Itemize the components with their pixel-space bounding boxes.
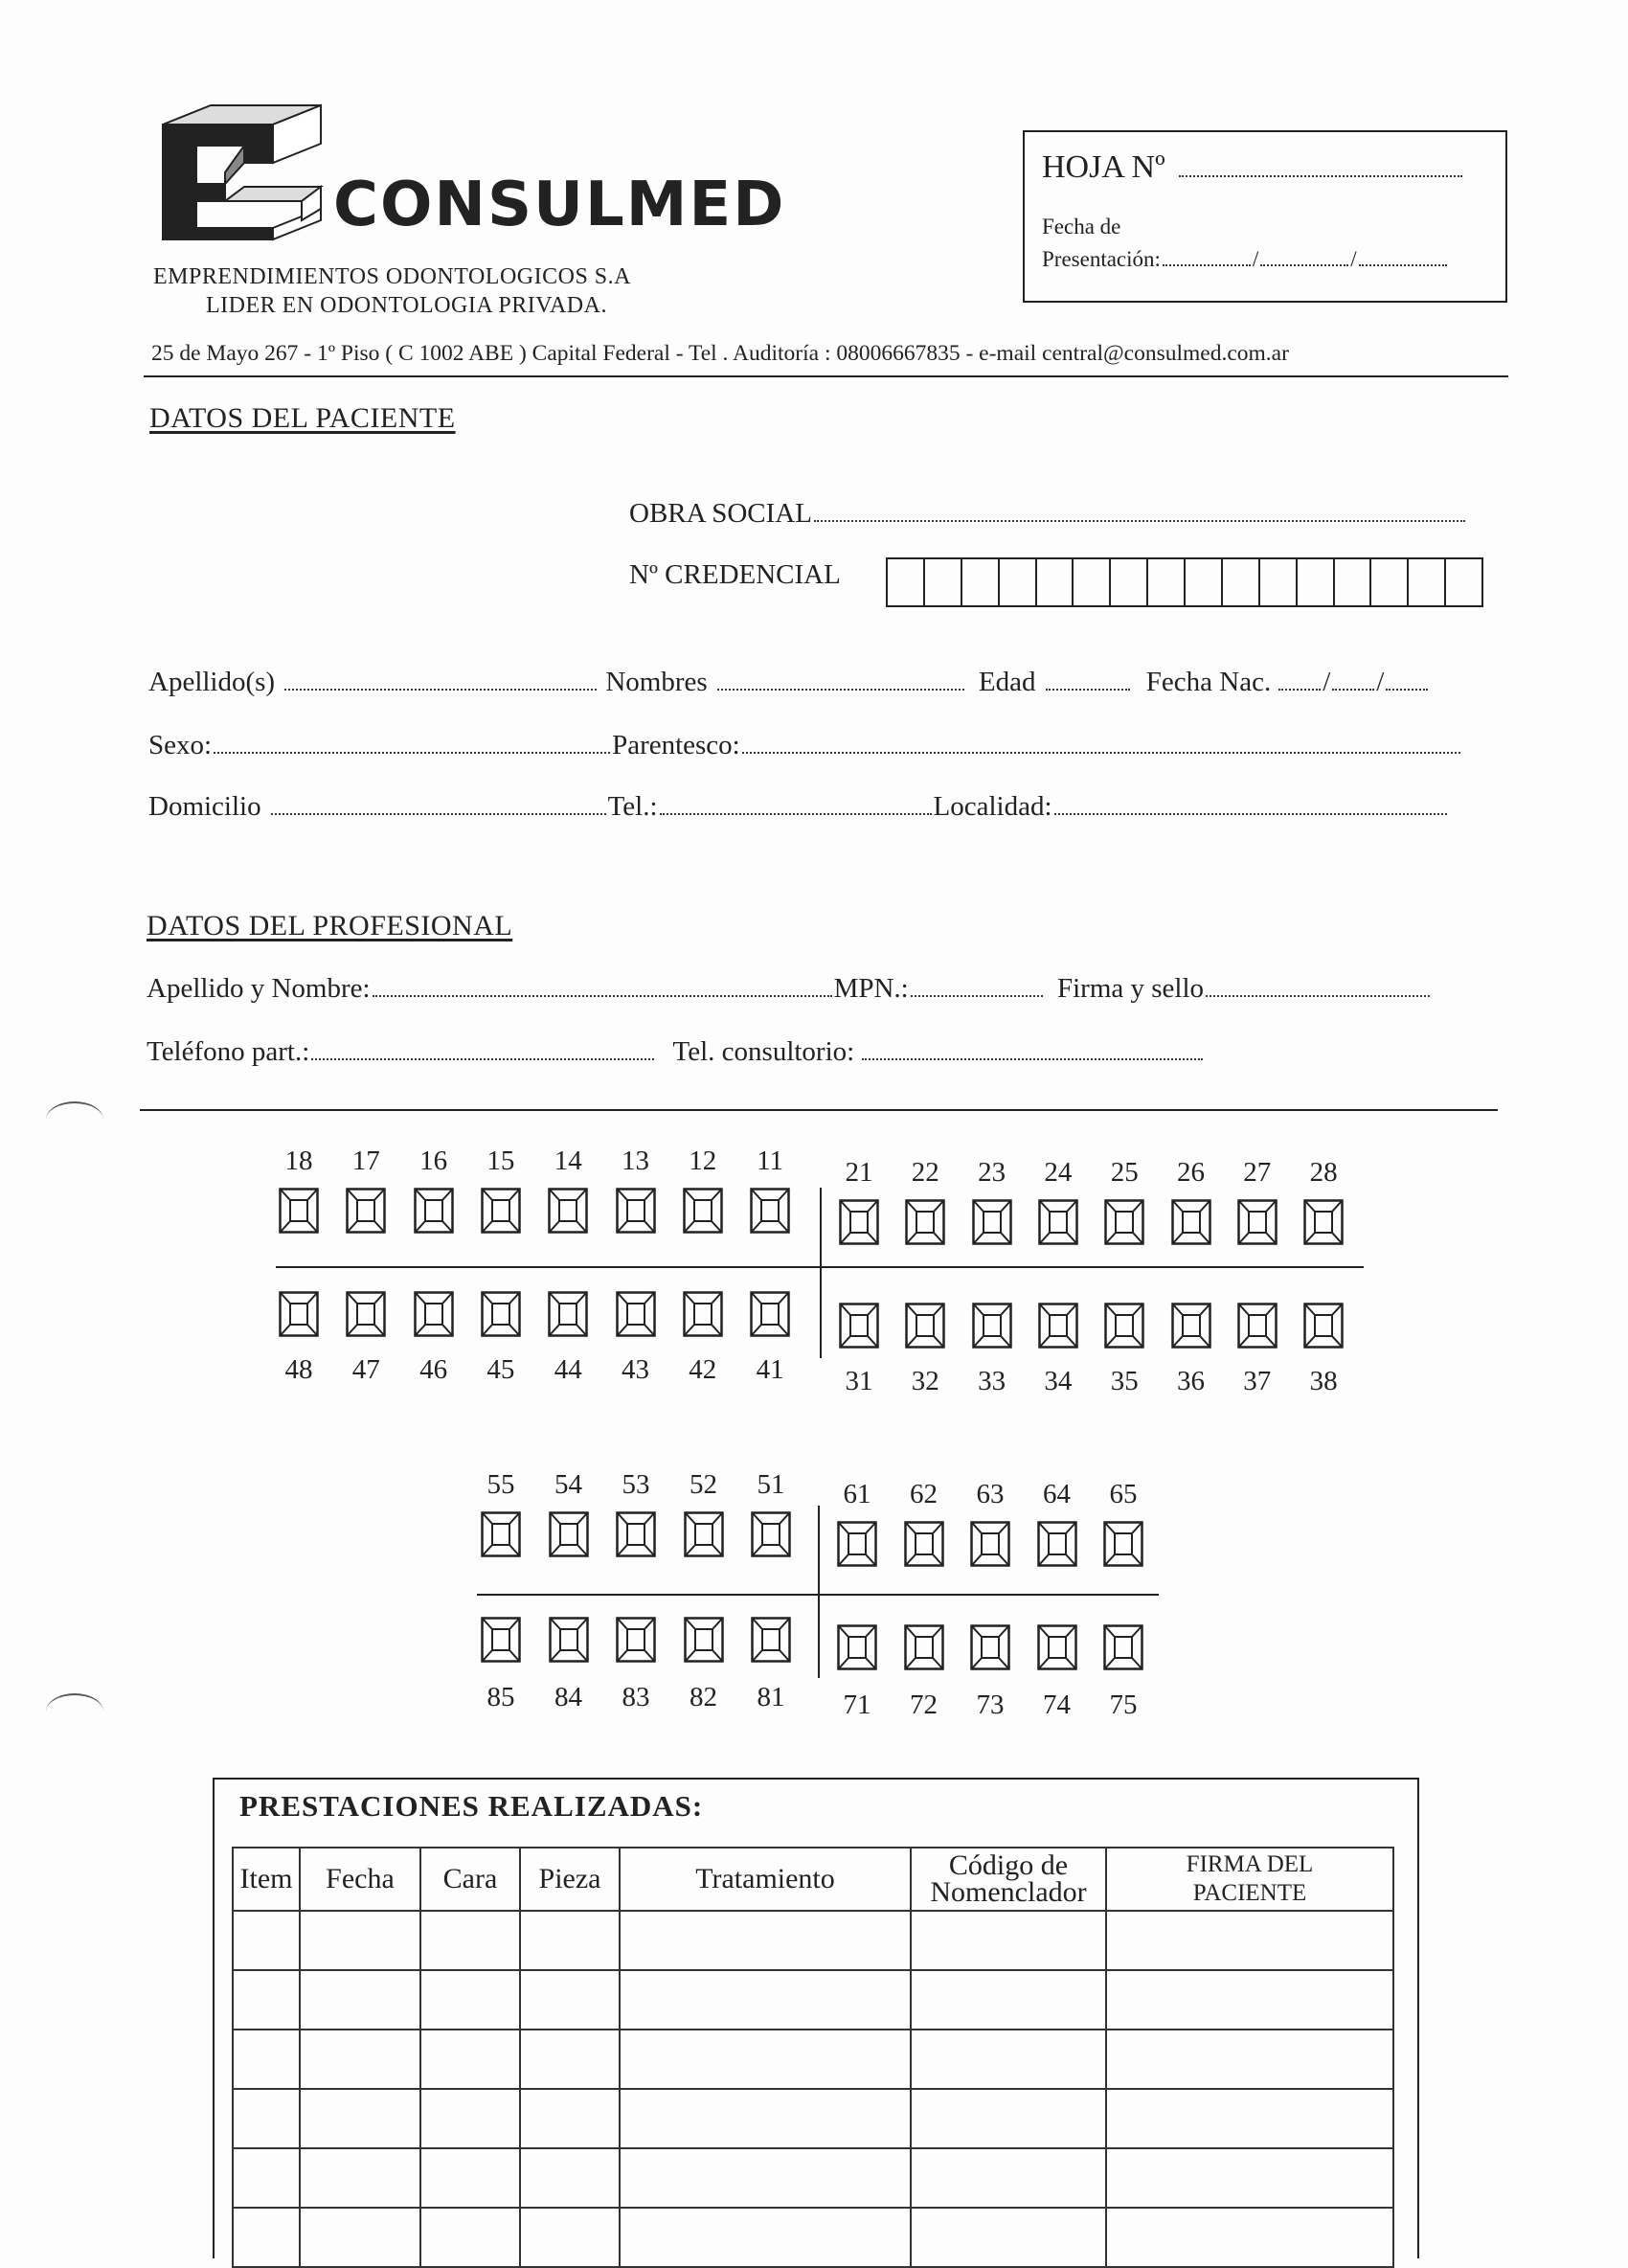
tooth-chart-box[interactable]	[904, 1521, 944, 1572]
section-divider	[140, 1109, 1498, 1111]
telefono-part-field[interactable]	[311, 1056, 654, 1060]
tooth-number: 55	[486, 1469, 515, 1500]
credencial-digit-box[interactable]	[1148, 559, 1186, 605]
tooth-chart-box[interactable]	[683, 1188, 723, 1238]
table-cell[interactable]	[520, 2208, 620, 2267]
tooth-chart-box[interactable]	[750, 1188, 790, 1238]
table-cell[interactable]	[1106, 2089, 1393, 2148]
tooth-number: 35	[1110, 1366, 1139, 1396]
tooth-chart-box[interactable]	[481, 1291, 521, 1342]
credencial-digit-box[interactable]	[1074, 559, 1111, 605]
table-cell[interactable]	[911, 2030, 1106, 2089]
professional-section-title: DATOS DEL PROFESIONAL	[147, 910, 513, 941]
table-cell[interactable]	[420, 2208, 520, 2267]
date-separator: /	[1350, 247, 1357, 271]
tooth-number: 34	[1044, 1366, 1073, 1396]
date-separator: /	[1252, 247, 1259, 271]
table-cell[interactable]	[520, 2148, 620, 2208]
tooth-number: 16	[419, 1145, 448, 1176]
table-cell[interactable]	[233, 2089, 300, 2148]
credencial-digit-box[interactable]	[1037, 559, 1074, 605]
hoja-number-field[interactable]	[1179, 173, 1462, 177]
tooth-chart-box[interactable]	[750, 1291, 790, 1342]
tooth-number: 36	[1177, 1366, 1205, 1396]
table-cell[interactable]	[1106, 2148, 1393, 2208]
tel-consultorio-label: Tel. consultorio:	[672, 1036, 855, 1067]
tel-label: Tel.:	[607, 791, 658, 822]
col-tratamiento: Tratamiento	[620, 1848, 911, 1911]
credencial-digit-box[interactable]	[1298, 559, 1335, 605]
col-cara: Cara	[420, 1848, 520, 1911]
tooth-number: 52	[690, 1469, 717, 1500]
table-cell[interactable]	[233, 1911, 300, 1970]
tooth-number: 31	[845, 1366, 873, 1396]
domicilio-label: Domicilio	[148, 791, 261, 822]
col-firma-line2: PACIENTE	[1192, 1880, 1307, 1906]
tooth-chart-box[interactable]	[548, 1188, 588, 1238]
logo-text: CONSULMED	[333, 170, 786, 240]
tooth-number: 42	[689, 1354, 717, 1385]
presentacion-day-field[interactable]	[1163, 262, 1251, 266]
fecha-nac-year-field[interactable]	[1386, 687, 1428, 691]
tooth-chart-box[interactable]	[549, 1511, 589, 1562]
tooth-number: 72	[910, 1690, 938, 1720]
tooth-number: 38	[1309, 1366, 1338, 1396]
tooth-number: 25	[1110, 1157, 1139, 1188]
company-slogan: LIDER EN ODONTOLOGIA PRIVADA.	[206, 293, 607, 318]
tooth-chart-box[interactable]	[1103, 1624, 1143, 1675]
prestaciones-box	[213, 1778, 1419, 2258]
table-cell[interactable]	[420, 2089, 520, 2148]
domicilio-field[interactable]	[271, 811, 606, 815]
table-cell[interactable]	[911, 1911, 1106, 1970]
edad-field[interactable]	[1046, 687, 1130, 691]
tooth-number: 27	[1243, 1157, 1272, 1188]
tooth-chart-box[interactable]	[1104, 1303, 1144, 1353]
col-codigo-line1: Código de	[948, 1849, 1069, 1881]
col-fecha: Fecha	[300, 1848, 420, 1911]
credencial-digit-box[interactable]	[1446, 559, 1481, 605]
col-codigo	[911, 1848, 1106, 1911]
tooth-number: 45	[486, 1354, 515, 1385]
tooth-number: 11	[757, 1145, 784, 1176]
obra-social-field[interactable]	[814, 518, 1465, 522]
tooth-chart-box[interactable]	[1303, 1303, 1344, 1353]
presentacion-label: Presentación:	[1042, 247, 1161, 271]
tooth-number: 53	[622, 1469, 650, 1500]
apellidos-label: Apellido(s)	[148, 667, 276, 697]
company-logo	[158, 96, 786, 249]
hoja-label: HOJA Nº	[1042, 149, 1165, 185]
localidad-label: Localidad:	[933, 791, 1052, 822]
table-cell[interactable]	[420, 1970, 520, 2030]
tooth-number: 37	[1243, 1366, 1272, 1396]
sexo-field[interactable]	[214, 750, 610, 754]
table-cell[interactable]	[520, 1911, 620, 1970]
col-firma-line1: FIRMA DEL	[1186, 1851, 1314, 1877]
tooth-number: 32	[911, 1366, 939, 1396]
table-cell[interactable]	[233, 2208, 300, 2267]
table-cell[interactable]	[520, 2030, 620, 2089]
tooth-chart-box[interactable]	[972, 1303, 1012, 1353]
table-cell[interactable]	[620, 2148, 911, 2208]
credencial-digit-box[interactable]	[962, 559, 1000, 605]
header-divider	[144, 375, 1508, 377]
tooth-number: 54	[554, 1469, 582, 1500]
tooth-chart-box[interactable]	[346, 1188, 386, 1238]
tooth-chart-box[interactable]	[279, 1188, 319, 1238]
tooth-number: 43	[622, 1354, 649, 1385]
tooth-chart-box[interactable]	[279, 1291, 319, 1342]
tooth-chart-box[interactable]	[616, 1188, 656, 1238]
prestaciones-table	[232, 1847, 1394, 2268]
fecha-nac-label: Fecha Nac.	[1145, 667, 1272, 697]
parentesco-field[interactable]	[742, 750, 1460, 754]
tooth-number: 46	[419, 1354, 448, 1385]
table-cell[interactable]	[300, 1970, 420, 2030]
prestaciones-title: PRESTACIONES REALIZADAS:	[239, 1789, 704, 1823]
table-cell[interactable]	[620, 2208, 911, 2267]
credencial-label: Nº CREDENCIAL	[629, 559, 841, 590]
credencial-digit-box[interactable]	[1335, 559, 1372, 605]
tooth-number: 61	[843, 1479, 871, 1509]
tooth-number: 21	[845, 1157, 873, 1188]
tooth-chart-box[interactable]	[1037, 1521, 1077, 1572]
tooth-number: 48	[284, 1354, 313, 1385]
binder-hole-bottom	[46, 1693, 103, 1730]
tel-field[interactable]	[660, 811, 932, 815]
tooth-number: 28	[1309, 1157, 1338, 1188]
tooth-number: 51	[757, 1469, 785, 1500]
tooth-number: 82	[690, 1682, 717, 1712]
table-row	[233, 2208, 1393, 2267]
tooth-number: 41	[756, 1354, 784, 1385]
odontogram-vertical-divider	[818, 1506, 820, 1678]
tooth-chart-box[interactable]	[414, 1291, 454, 1342]
credencial-digit-box[interactable]	[1371, 559, 1409, 605]
table-cell[interactable]	[420, 1911, 520, 1970]
table-cell[interactable]	[300, 2030, 420, 2089]
mpn-field[interactable]	[911, 993, 1043, 997]
firma-label: Firma y sello	[1057, 973, 1205, 1004]
table-cell[interactable]	[911, 2208, 1106, 2267]
tooth-number: 14	[554, 1145, 582, 1176]
tooth-chart-box[interactable]	[481, 1188, 521, 1238]
date-separator: /	[1376, 667, 1385, 697]
tooth-chart-box[interactable]	[837, 1624, 877, 1675]
tooth-number: 83	[622, 1682, 650, 1712]
table-cell[interactable]	[911, 2089, 1106, 2148]
table-cell[interactable]	[300, 2208, 420, 2267]
tooth-chart-box[interactable]	[616, 1617, 656, 1667]
credencial-digit-box[interactable]	[925, 559, 962, 605]
tel-consultorio-field[interactable]	[862, 1056, 1203, 1060]
tooth-chart-box[interactable]	[972, 1199, 1012, 1250]
sheet-number-box	[1023, 130, 1507, 303]
tooth-number: 62	[910, 1479, 938, 1509]
table-cell[interactable]	[520, 2089, 620, 2148]
table-cell[interactable]	[1106, 2030, 1393, 2089]
table-row	[233, 2089, 1393, 2148]
table-cell[interactable]	[233, 2030, 300, 2089]
apellido-nombre-field[interactable]	[373, 993, 832, 997]
credencial-digit-box[interactable]	[1409, 559, 1446, 605]
tooth-number: 63	[976, 1479, 1005, 1509]
tooth-number: 74	[1043, 1690, 1071, 1720]
tooth-number: 71	[843, 1690, 871, 1720]
tooth-chart-box[interactable]	[616, 1291, 656, 1342]
tooth-number: 85	[486, 1682, 515, 1712]
tooth-number: 13	[622, 1145, 649, 1176]
presentacion-month-field[interactable]	[1260, 262, 1348, 266]
credencial-boxes[interactable]	[886, 557, 1483, 607]
odontogram-vertical-divider	[820, 1188, 822, 1358]
table-cell[interactable]	[1106, 2208, 1393, 2267]
tooth-number: 47	[351, 1354, 380, 1385]
tooth-chart-box[interactable]	[1171, 1199, 1211, 1250]
tooth-number: 64	[1043, 1479, 1071, 1509]
credencial-digit-box[interactable]	[1223, 559, 1260, 605]
tooth-chart-box[interactable]	[1037, 1624, 1077, 1675]
patient-section-title: DATOS DEL PACIENTE	[149, 402, 456, 434]
nombres-field[interactable]	[717, 687, 964, 691]
table-row	[233, 1970, 1393, 2030]
credencial-digit-box[interactable]	[888, 559, 925, 605]
tooth-number: 24	[1044, 1157, 1073, 1188]
date-separator: /	[1323, 667, 1331, 697]
tooth-number: 81	[757, 1682, 785, 1712]
tooth-chart-box[interactable]	[839, 1303, 879, 1353]
obra-social-label: OBRA SOCIAL	[629, 498, 812, 529]
tooth-chart-box[interactable]	[837, 1521, 877, 1572]
tooth-chart-box[interactable]	[1303, 1199, 1344, 1250]
tooth-chart-box[interactable]	[346, 1291, 386, 1342]
tooth-number: 23	[978, 1157, 1006, 1188]
tooth-chart-box[interactable]	[1237, 1199, 1278, 1250]
tooth-chart-box[interactable]	[751, 1617, 791, 1667]
sexo-label: Sexo:	[148, 730, 213, 760]
tooth-chart-box[interactable]	[1103, 1521, 1143, 1572]
tooth-number: 73	[976, 1690, 1005, 1720]
table-cell[interactable]	[233, 1970, 300, 2030]
table-cell[interactable]	[1106, 1911, 1393, 1970]
tooth-chart-box[interactable]	[549, 1617, 589, 1667]
tooth-number: 18	[284, 1145, 313, 1176]
tooth-chart-box[interactable]	[1038, 1303, 1078, 1353]
tooth-number: 44	[554, 1354, 582, 1385]
tooth-number: 33	[978, 1366, 1006, 1396]
table-cell[interactable]	[911, 2148, 1106, 2208]
tooth-number: 12	[689, 1145, 717, 1176]
table-cell[interactable]	[300, 2148, 420, 2208]
col-pieza: Pieza	[520, 1848, 620, 1911]
telefono-part-label: Teléfono part.:	[147, 1036, 310, 1067]
tooth-chart-box[interactable]	[481, 1617, 521, 1667]
tooth-number: 65	[1109, 1479, 1138, 1509]
tooth-number: 84	[554, 1682, 582, 1712]
table-cell[interactable]	[420, 2030, 520, 2089]
table-cell[interactable]	[520, 1970, 620, 2030]
company-address: 25 de Mayo 267 - 1º Piso ( C 1002 ABE ) Capital Federal - Tel . Auditoría : 08006667835 - e-mail central@consulmed.com.ar	[151, 341, 1289, 366]
table-row	[233, 1911, 1393, 1970]
fecha-nac-day-field[interactable]	[1278, 687, 1321, 691]
tooth-chart-box[interactable]	[970, 1624, 1010, 1675]
presentacion-year-field[interactable]	[1359, 262, 1447, 266]
table-cell[interactable]	[233, 2148, 300, 2208]
tooth-chart-box[interactable]	[905, 1303, 945, 1353]
localidad-field[interactable]	[1054, 811, 1447, 815]
tooth-number: 17	[351, 1145, 380, 1176]
table-row	[233, 2030, 1393, 2089]
tooth-number: 75	[1109, 1690, 1138, 1720]
col-item: Item	[233, 1848, 300, 1911]
tooth-chart-box[interactable]	[1171, 1303, 1211, 1353]
edad-label: Edad	[978, 667, 1036, 697]
tooth-chart-box[interactable]	[1104, 1199, 1144, 1250]
tooth-chart-box[interactable]	[905, 1199, 945, 1250]
table-cell[interactable]	[911, 1970, 1106, 2030]
tooth-chart-box[interactable]	[683, 1291, 723, 1342]
table-row	[233, 2148, 1393, 2208]
tooth-number: 26	[1177, 1157, 1205, 1188]
table-cell[interactable]	[1106, 1970, 1393, 2030]
tooth-chart-box[interactable]	[904, 1624, 944, 1675]
tooth-chart-box[interactable]	[839, 1199, 879, 1250]
table-cell[interactable]	[420, 2148, 520, 2208]
credencial-digit-box[interactable]	[1111, 559, 1148, 605]
mpn-label: MPN.:	[833, 973, 909, 1004]
tooth-chart-box[interactable]	[481, 1511, 521, 1562]
nombres-label: Nombres	[605, 667, 708, 697]
table-cell[interactable]	[620, 1911, 911, 1970]
tooth-chart-box[interactable]	[970, 1521, 1010, 1572]
col-codigo-line2: Nomenclador	[930, 1876, 1087, 1908]
tooth-chart-box[interactable]	[684, 1511, 724, 1562]
tooth-chart-box[interactable]	[1237, 1303, 1278, 1353]
apellidos-field[interactable]	[284, 687, 597, 691]
col-firma	[1106, 1848, 1393, 1911]
credencial-digit-box[interactable]	[1260, 559, 1298, 605]
tooth-number: 15	[486, 1145, 515, 1176]
tooth-chart-box[interactable]	[616, 1511, 656, 1562]
tooth-chart-box[interactable]	[684, 1617, 724, 1667]
credencial-digit-box[interactable]	[1186, 559, 1223, 605]
fecha-nac-month-field[interactable]	[1332, 687, 1374, 691]
tooth-chart-box[interactable]	[1038, 1199, 1078, 1250]
table-cell[interactable]	[620, 2089, 911, 2148]
table-cell[interactable]	[620, 1970, 911, 2030]
table-cell[interactable]	[300, 1911, 420, 1970]
binder-hole-top	[46, 1101, 103, 1138]
company-name: EMPRENDIMIENTOS ODONTOLOGICOS S.A	[153, 264, 631, 289]
table-cell[interactable]	[620, 2030, 911, 2089]
parentesco-label: Parentesco:	[612, 730, 740, 760]
tooth-number: 22	[911, 1157, 939, 1188]
tooth-chart-box[interactable]	[751, 1511, 791, 1562]
table-cell[interactable]	[300, 2089, 420, 2148]
fecha-label: Fecha de	[1042, 215, 1121, 238]
firma-field[interactable]	[1206, 993, 1430, 997]
credencial-digit-box[interactable]	[1000, 559, 1037, 605]
tooth-chart-box[interactable]	[414, 1188, 454, 1238]
apellido-nombre-label: Apellido y Nombre:	[147, 973, 371, 1004]
tooth-chart-box[interactable]	[548, 1291, 588, 1342]
